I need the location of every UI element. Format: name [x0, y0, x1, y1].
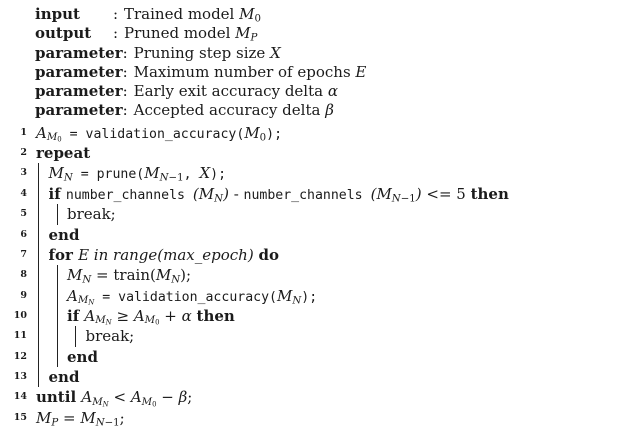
text-segment: $M_N$ [198, 184, 224, 205]
text-segment: for [48, 245, 79, 264]
text-segment: E [355, 62, 367, 81]
algorithm-line [0, 408, 639, 428]
subscript [47, 132, 62, 143]
line-content [49, 245, 279, 265]
text-segment: α [181, 306, 192, 325]
text-segment: 0 [57, 136, 62, 145]
text-segment: $A_{M_0}$ [36, 123, 62, 145]
text-segment: ); [180, 266, 192, 285]
line-content [67, 306, 235, 326]
text-segment: break; [85, 327, 135, 346]
algorithm-line [0, 326, 639, 346]
header-colon: : [113, 24, 119, 43]
line-content [86, 326, 135, 346]
text-segment: N [159, 173, 169, 185]
algorithm-line [0, 286, 639, 306]
text-segment: $M_0$ [239, 5, 261, 25]
text-segment: Trained model [124, 5, 240, 23]
text-segment: N [88, 298, 95, 307]
text-segment: = validation_accuracy( [94, 289, 277, 305]
text-segment: ( [192, 184, 199, 203]
text-segment: ) [223, 184, 229, 203]
text-segment: α [327, 82, 338, 101]
text-segment: end [48, 225, 80, 244]
line-number: 5 [20, 208, 27, 220]
text-segment: $M_N$ [155, 266, 181, 286]
text-segment: if [48, 184, 66, 203]
text-segment: −1 [168, 173, 184, 185]
header-label: output [35, 24, 92, 43]
text-segment: Accepted accuracy delta [133, 101, 326, 120]
line-number: 3 [20, 167, 27, 179]
subscript [251, 33, 258, 44]
text-segment: MN [95, 315, 112, 328]
header-description [134, 44, 281, 63]
line-content [67, 286, 317, 306]
text-segment: X [270, 43, 281, 62]
text-segment: $M_N$ [48, 164, 73, 185]
text-segment: X [199, 164, 211, 183]
header-colon: : [113, 5, 119, 23]
text-segment: −1 [400, 193, 416, 205]
line-content [67, 265, 191, 285]
text-segment: $M_P$ [36, 408, 59, 429]
text-segment: end [48, 367, 80, 386]
line-number: 14 [13, 391, 27, 403]
subscript [214, 193, 223, 204]
text-segment: <= 5 [421, 184, 471, 203]
header-row [0, 82, 639, 101]
text-segment: M0 [141, 396, 157, 409]
text-segment: ; [119, 408, 125, 427]
header-colon: : [122, 43, 128, 62]
indent-rule [57, 326, 76, 346]
subscript [64, 173, 73, 184]
subscript [160, 173, 184, 184]
text-segment: $M_N$ [67, 266, 92, 286]
subscript [142, 397, 157, 408]
text-segment: = prune( [72, 167, 145, 183]
text-segment: N [105, 319, 112, 328]
algorithm-line [0, 245, 639, 265]
header-colon: : [122, 62, 128, 81]
text-segment: $A_{M_N}$ [81, 388, 109, 409]
indent-rule [38, 204, 57, 224]
algorithm-body [0, 123, 639, 428]
algorithm-line [0, 143, 639, 163]
text-segment: −1 [104, 417, 120, 429]
line-number: 6 [20, 228, 27, 240]
indent-rule [38, 265, 57, 285]
line-number: 13 [13, 370, 27, 382]
header-colon: : [122, 82, 128, 101]
text-segment: ≥ [111, 306, 134, 325]
header-label: parameter [35, 62, 123, 81]
subscript [145, 315, 160, 326]
header-row [0, 5, 639, 24]
line-number: 4 [20, 187, 27, 199]
line-number: 1 [20, 126, 27, 138]
text-segment: 0 [254, 13, 261, 25]
algorithm-line [0, 123, 639, 143]
text-segment: ); [266, 126, 283, 142]
text-segment: Maximum number of epochs [133, 62, 356, 81]
algorithm-line [0, 265, 639, 285]
subscript [171, 275, 180, 286]
algorithm-line [0, 306, 639, 326]
text-segment: N [171, 274, 181, 286]
text-segment: if [67, 306, 85, 325]
line-number: 11 [13, 330, 27, 342]
text-segment: $M_0$ [244, 123, 267, 144]
algorithm-line [0, 225, 639, 245]
subscript [92, 397, 109, 408]
text-segment: $M_{N-1}$ [80, 408, 120, 429]
text-segment: − [156, 388, 179, 407]
algorithm-line [0, 347, 639, 367]
header-label: parameter [35, 43, 123, 62]
line-content [36, 408, 125, 428]
subscript [392, 193, 416, 204]
text-segment: E in range(max_epoch) [78, 245, 254, 264]
text-segment: β [178, 388, 188, 407]
text-segment: then [470, 184, 509, 203]
line-number: 15 [13, 411, 27, 423]
indent-rule [38, 347, 57, 367]
subscript [292, 295, 301, 306]
text-segment: Early exit accuracy delta [133, 82, 328, 101]
header-label: parameter [35, 101, 123, 120]
text-segment: $A_{M_N}$ [84, 306, 112, 328]
text-segment: N [391, 193, 401, 205]
header-description [134, 101, 334, 120]
text-segment: N [214, 193, 224, 205]
line-number: 9 [20, 289, 27, 301]
text-segment: $M_{N-1}$ [376, 184, 416, 205]
text-segment: $M_{N-1}$ [144, 164, 184, 185]
header-label: input [35, 5, 80, 23]
text-segment: M0 [46, 132, 62, 145]
text-segment: N [95, 417, 105, 429]
subscript [82, 275, 91, 286]
text-segment: do [258, 245, 279, 264]
subscript [254, 14, 260, 25]
text-segment: number_channels [243, 187, 371, 203]
algorithm-line [0, 204, 639, 224]
subscript [95, 315, 112, 326]
subscript [96, 417, 120, 428]
indent-rule [38, 286, 57, 306]
indent-rule [38, 326, 57, 346]
text-segment: Pruning step size [133, 43, 271, 62]
text-segment: break; [67, 205, 116, 224]
text-segment: + [159, 306, 182, 325]
header-row [0, 24, 639, 43]
line-content [49, 184, 509, 204]
text-segment: repeat [36, 144, 91, 163]
line-content [49, 163, 227, 183]
line-number: 10 [13, 309, 27, 321]
text-segment: ) [415, 184, 422, 203]
line-number: 2 [20, 147, 27, 159]
text-segment: MN [77, 295, 95, 307]
text-segment: < [108, 388, 131, 407]
text-segment: , [183, 167, 200, 183]
text-segment: $A_{M_0}$ [130, 388, 157, 409]
text-segment: P [51, 417, 59, 429]
header-description [124, 5, 261, 24]
text-segment: M0 [144, 315, 160, 328]
header-description [124, 24, 257, 43]
text-segment: β [325, 101, 334, 120]
header-row [0, 101, 639, 120]
algorithm-line [0, 163, 639, 183]
line-number: 12 [13, 350, 27, 362]
subscript [78, 295, 95, 306]
text-segment: = train( [91, 266, 156, 285]
algorithm-line [0, 184, 639, 204]
text-segment: end [67, 347, 98, 366]
header-description [134, 82, 338, 101]
algorithm-line [0, 387, 639, 407]
text-segment: 0 [152, 400, 157, 409]
line-content [49, 225, 80, 245]
text-segment: P [250, 32, 258, 44]
line-content [67, 204, 116, 224]
line-content [36, 387, 192, 407]
text-segment: ); [210, 167, 227, 183]
header-colon: : [122, 101, 128, 120]
text-segment: N [102, 400, 109, 409]
text-segment: - [228, 184, 244, 203]
header-row [0, 63, 639, 82]
header-row [0, 44, 639, 63]
text-segment: N [63, 173, 73, 185]
text-segment: ; [187, 388, 193, 407]
text-segment: Pruned model [124, 24, 236, 43]
text-segment: number_channels [65, 187, 193, 203]
line-content [67, 347, 98, 367]
header-label: parameter [35, 82, 123, 101]
algorithm-header [0, 5, 639, 121]
text-segment: MN [92, 396, 109, 409]
text-segment: = validation_accuracy( [61, 126, 245, 142]
line-number: 7 [20, 248, 27, 260]
text-segment: until [36, 388, 82, 407]
text-segment: N [292, 295, 302, 307]
text-segment: $M_P$ [235, 24, 258, 44]
text-segment: = [58, 408, 81, 427]
text-segment: 0 [259, 132, 267, 144]
text-segment: ( [370, 184, 377, 203]
text-segment: $A_{M_N}$ [67, 286, 95, 307]
indent-rule [38, 306, 57, 326]
text-segment: then [196, 306, 235, 325]
line-number: 8 [20, 269, 27, 281]
text-segment: ); [301, 289, 318, 305]
text-segment: N [82, 274, 92, 286]
line-content [36, 123, 282, 143]
text-segment: 0 [155, 319, 160, 328]
line-content [49, 367, 80, 387]
algorithm-line [0, 367, 639, 387]
header-description [134, 63, 367, 82]
text-segment: $M_N$ [276, 286, 302, 307]
text-segment: $A_{M_0}$ [133, 306, 160, 328]
line-content [36, 143, 90, 163]
